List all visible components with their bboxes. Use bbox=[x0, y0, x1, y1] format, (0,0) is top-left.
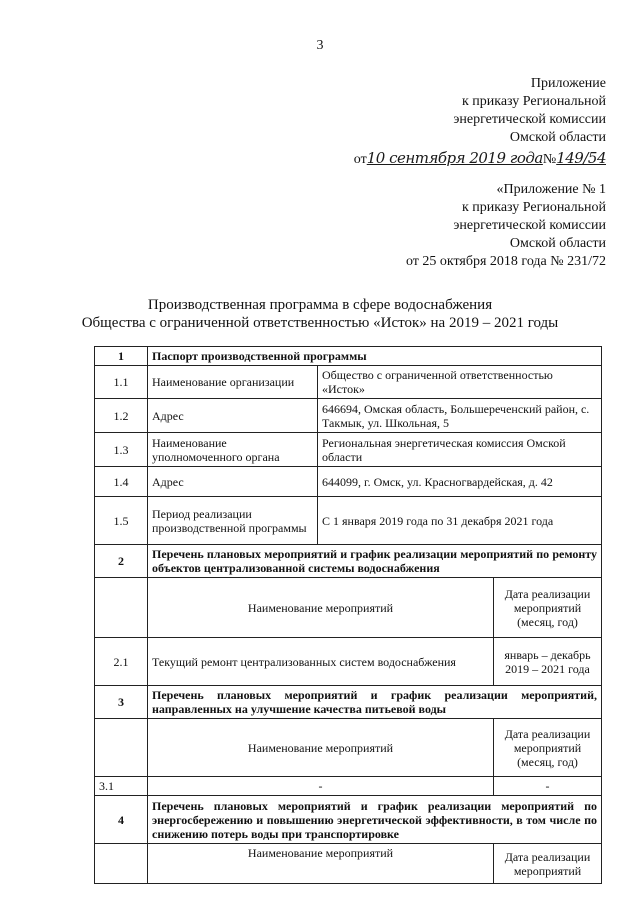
column-header-date: Дата реализации мероприятий (месяц, год) bbox=[494, 578, 602, 638]
row-value: 644099, г. Омск, ул. Красногвардейская, д. 42 bbox=[318, 467, 602, 497]
row-label: Адрес bbox=[148, 399, 318, 433]
section-title: Паспорт производственной программы bbox=[148, 347, 602, 366]
row-number: 1.2 bbox=[95, 399, 148, 433]
column-header-row bbox=[95, 844, 602, 884]
column-header-date: Дата реализации мероприятий bbox=[494, 844, 602, 884]
appendix-line: Омской области bbox=[509, 236, 606, 251]
table-row bbox=[95, 497, 602, 545]
row-value: С 1 января 2019 года по 31 декабря 2021 года bbox=[318, 497, 602, 545]
appendix-line: энергетической комиссии bbox=[453, 218, 606, 233]
section-title: Перечень плановых мероприятий и график реализации мероприятий по ремонту объектов централизованной системы водоснабжения bbox=[148, 545, 602, 578]
section-row bbox=[95, 796, 602, 844]
appendix-line: Приложение bbox=[530, 76, 606, 91]
column-header-row bbox=[95, 578, 602, 638]
production-program-table bbox=[94, 346, 602, 884]
section-row bbox=[95, 545, 602, 578]
column-header-name: Наименование мероприятий bbox=[148, 578, 494, 638]
handwritten-date: 10 сентября 2019 года bbox=[366, 149, 543, 167]
handwritten-number: 149/54 bbox=[556, 149, 606, 167]
section-number: 1 bbox=[95, 347, 148, 366]
table-row bbox=[95, 366, 602, 399]
section-row bbox=[95, 347, 602, 366]
row-value: Региональная энергетическая комиссия Омской области bbox=[318, 433, 602, 467]
row-date: январь – декабрь 2019 – 2021 года bbox=[494, 638, 602, 686]
date-prefix: от bbox=[353, 152, 367, 167]
row-label: Наименование организации bbox=[148, 366, 318, 399]
column-header-name: Наименование мероприятий bbox=[148, 844, 494, 884]
row-label: Период реализации производственной программы bbox=[148, 497, 318, 545]
section-number: 2 bbox=[95, 545, 148, 578]
row-label: Адрес bbox=[148, 467, 318, 497]
page-number: 3 bbox=[316, 38, 324, 53]
column-header-date: Дата реализации мероприятий (месяц, год) bbox=[494, 719, 602, 777]
row-activity: Текущий ремонт централизованных систем водоснабжения bbox=[148, 638, 494, 686]
column-header-row bbox=[95, 719, 602, 777]
column-header-name: Наименование мероприятий bbox=[148, 719, 494, 777]
section-row bbox=[95, 686, 602, 719]
previous-appendix-header bbox=[406, 181, 606, 271]
table-row bbox=[95, 433, 602, 467]
row-number: 1.4 bbox=[95, 467, 148, 497]
row-number: 1.5 bbox=[95, 497, 148, 545]
appendix-line: к приказу Региональной bbox=[461, 94, 606, 109]
row-number: 2.1 bbox=[95, 638, 148, 686]
empty-cell bbox=[95, 578, 148, 638]
document-title bbox=[0, 296, 640, 332]
row-activity: - bbox=[148, 777, 494, 796]
section-title: Перечень плановых мероприятий и график реализации мероприятий, направленных на улучшение качества питьевой воды bbox=[148, 686, 602, 719]
row-date: - bbox=[494, 777, 602, 796]
appendix-date-line bbox=[354, 149, 606, 169]
section-number: 3 bbox=[95, 686, 148, 719]
number-prefix: № bbox=[542, 152, 557, 167]
table-row bbox=[95, 777, 602, 796]
section-number: 4 bbox=[95, 796, 148, 844]
appendix-header bbox=[354, 75, 606, 169]
table-row bbox=[95, 467, 602, 497]
row-number: 1.3 bbox=[95, 433, 148, 467]
appendix-line: «Приложение № 1 bbox=[496, 182, 606, 197]
table-row bbox=[95, 399, 602, 433]
title-line-1: Производственная программа в сфере водоснабжения bbox=[147, 297, 493, 313]
empty-cell bbox=[95, 844, 148, 884]
row-number: 3.1 bbox=[95, 777, 148, 796]
empty-cell bbox=[95, 719, 148, 777]
appendix-line: от 25 октября 2018 года № 231/72 bbox=[405, 254, 606, 269]
appendix-line: к приказу Региональной bbox=[461, 200, 606, 215]
row-number: 1.1 bbox=[95, 366, 148, 399]
row-label: Наименование уполномоченного органа bbox=[148, 433, 318, 467]
section-title: Перечень плановых мероприятий и график реализации мероприятий по энергосбережению и повышению энергетической эффективности, в том числе по снижению потерь воды при транспортировке bbox=[148, 796, 602, 844]
table-row bbox=[95, 638, 602, 686]
row-value: Общество с ограниченной ответственностью «Исток» bbox=[318, 366, 602, 399]
title-line-2: Общества с ограниченной ответственностью «Исток» на 2019 – 2021 годы bbox=[81, 315, 559, 331]
appendix-line: Омской области bbox=[509, 130, 606, 145]
row-value: 646694, Омская область, Большереченский район, с. Такмык, ул. Школьная, 5 bbox=[318, 399, 602, 433]
appendix-line: энергетической комиссии bbox=[453, 112, 606, 127]
